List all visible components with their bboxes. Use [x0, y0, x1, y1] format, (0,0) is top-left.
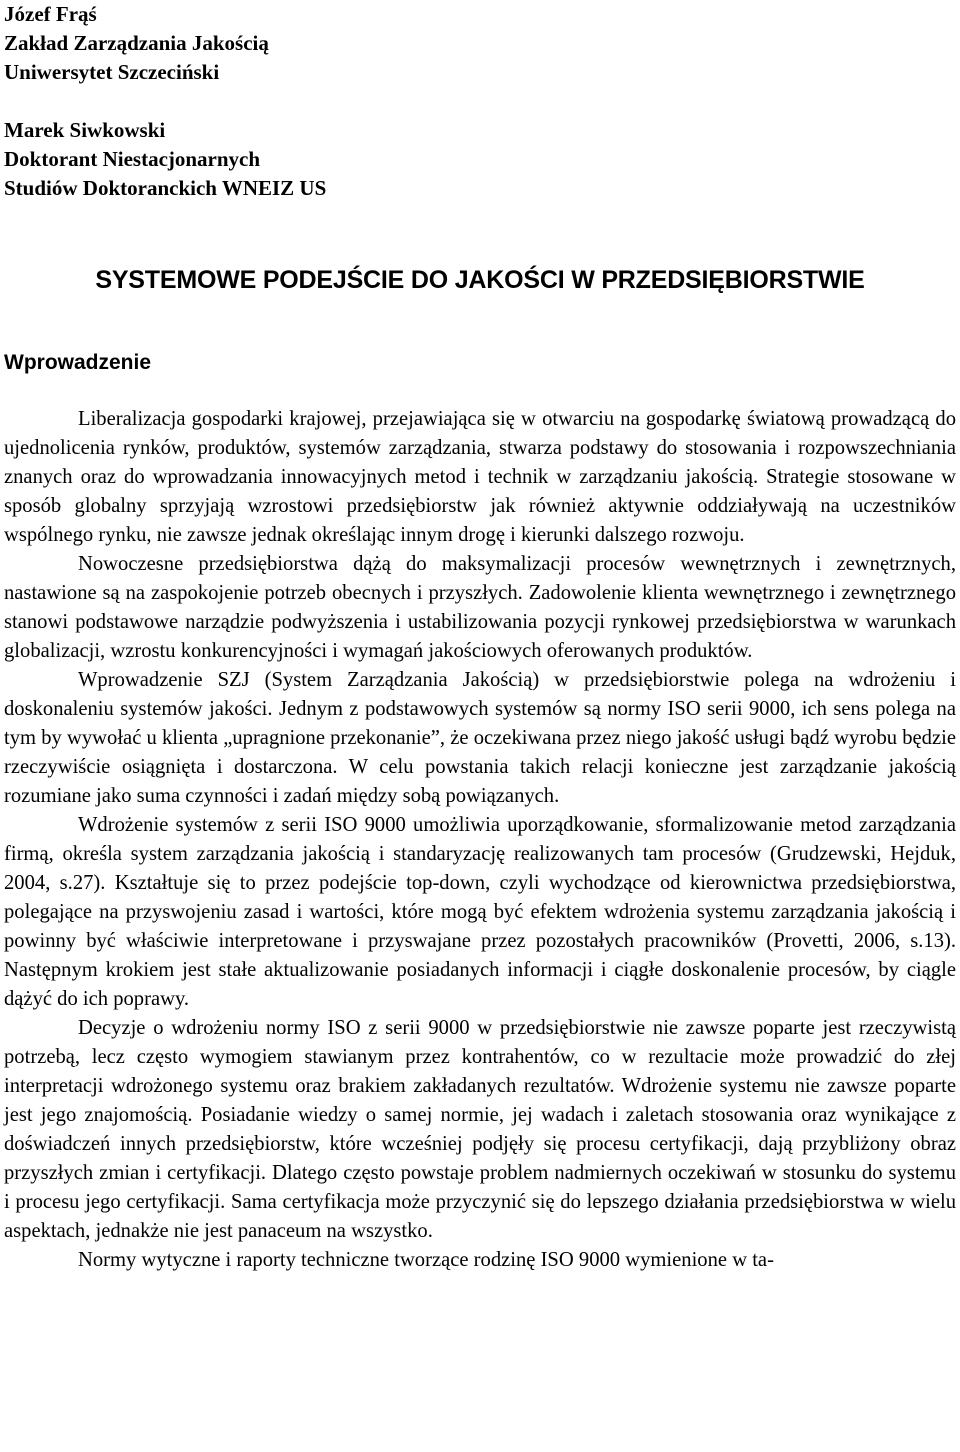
author-name: Marek Siwkowski: [4, 118, 166, 142]
body-paragraph: Nowoczesne przedsiębiorstwa dążą do maksymalizacji procesów wewnętrznych i zewnętrznych, nastawione są na zaspokojenie potrzeb obecnych i przyszłych. Zadowolenie klienta wewnętrznego i zewnętrznego stanowi podstawowe narządzie podwyższenia i ustabilizowania pozycji rynkowej przedsiębiorstwa w warunkach globalizacji, wzrostu konkurencyjności i wymagań jakościowych oferowanych produktów.: [4, 553, 956, 662]
author-block: [4, 116, 956, 203]
paper-title: SYSTEMOWE PODEJŚCIE DO JAKOŚCI W PRZEDSIĘBIORSTWIE: [95, 266, 865, 294]
author-block: [4, 0, 956, 87]
body-paragraph: Normy wytyczne i raporty techniczne tworzące rodzinę ISO 9000 wymienione w ta-: [78, 1249, 774, 1271]
body-paragraph: Wprowadzenie SZJ (System Zarządzania Jakością) w przedsiębiorstwie polega na wdrożeniu i doskonaleniu systemów jakości. Jednym z podstawowych systemów są normy ISO serii 9000, ich sens polega na tym by wywołać u klienta „upragnione przekonanie”, że oczekiwana przez niego jakość usługi bądź wyrobu będzie rzeczywiście osiągnięta i dostarczona. W celu powstania takich relacji konieczne jest zarządzanie jakością rozumiane jako suma czynności i zadań między sobą powiązanych.: [4, 669, 956, 807]
body-paragraph: Wdrożenie systemów z serii ISO 9000 umożliwia uporządkowanie, sformalizowanie metod zarządzania firmą, określa system zarządzania jakością i standaryzację realizowanych tam procesów (Grudzewski, Hejduk, 2004, s.27). Kształtuje się to przez podejście top-down, czyli wychodzące od kierownictwa przedsiębiorstwa, polegające na przyswojeniu zasad i wartości, które mogą być efektem wdrożenia systemu zarządzania jakością i powinny być właściwie interpretowane i przyswajane przez pozostałych pracowników (Provetti, 2006, s.13). Następnym krokiem jest stałe aktualizowanie posiadanych informacji i ciągłe doskonalenie procesów, by ciągle dążyć do ich poprawy.: [4, 814, 956, 1010]
author-department: Zakład Zarządzania Jakością: [4, 31, 269, 55]
section-heading: Wprowadzenie: [4, 351, 152, 374]
body-paragraph: Liberalizacja gospodarki krajowej, przejawiająca się w otwarciu na gospodarkę światową prowadzącą do ujednolicenia rynków, produktów, systemów zarządzania, stwarza podstawy do stosowania i rozpowszechniania znanych oraz do wprowadzania innowacyjnych metod i technik w zarządzaniu jakością. Strategie stosowane w sposób globalny sprzyjają wzrostowi przedsiębiorstw jak również aktywnie oddziaływają na uczestników wspólnego rynku, nie zawsze jednak określając innym drogę i kierunki dalszego rozwoju.: [4, 408, 956, 546]
author-university: Uniwersytet Szczeciński: [4, 60, 220, 84]
author-department: Doktorant Niestacjonarnych: [4, 147, 261, 171]
author-university: Studiów Doktoranckich WNEIZ US: [4, 176, 327, 200]
author-name: Józef Frąś: [4, 2, 97, 26]
author-list: [4, 0, 956, 203]
section-body: [4, 405, 956, 1275]
body-paragraph: Decyzje o wdrożeniu normy ISO z serii 9000 w przedsiębiorstwie nie zawsze poparte jest rzeczywistą potrzebą, lecz często wymogiem stawianym przez kontrahentów, co w rezultacie może prowadzić do złej interpretacji wdrożonego systemu oraz brakiem zakładanych rezultatów. Wdrożenie systemu nie zawsze poparte jest jego znajomością. Posiadanie wiedzy o samej normie, jej wadach i zaletach stosowania oraz wynikające z doświadczeń innych przedsiębiorstw, które wcześniej podjęły się procesu certyfikacji, dają przybliżony obraz przyszłych zmian i certyfikacji. Dlatego często powstaje problem nadmiernych oczekiwań w stosunku do systemu i procesu jego certyfikacji. Sama certyfikacja może przyczynić się do lepszego działania przedsiębiorstwa w wielu aspektach, jednakże nie jest panaceum na wszystko.: [4, 1017, 956, 1242]
